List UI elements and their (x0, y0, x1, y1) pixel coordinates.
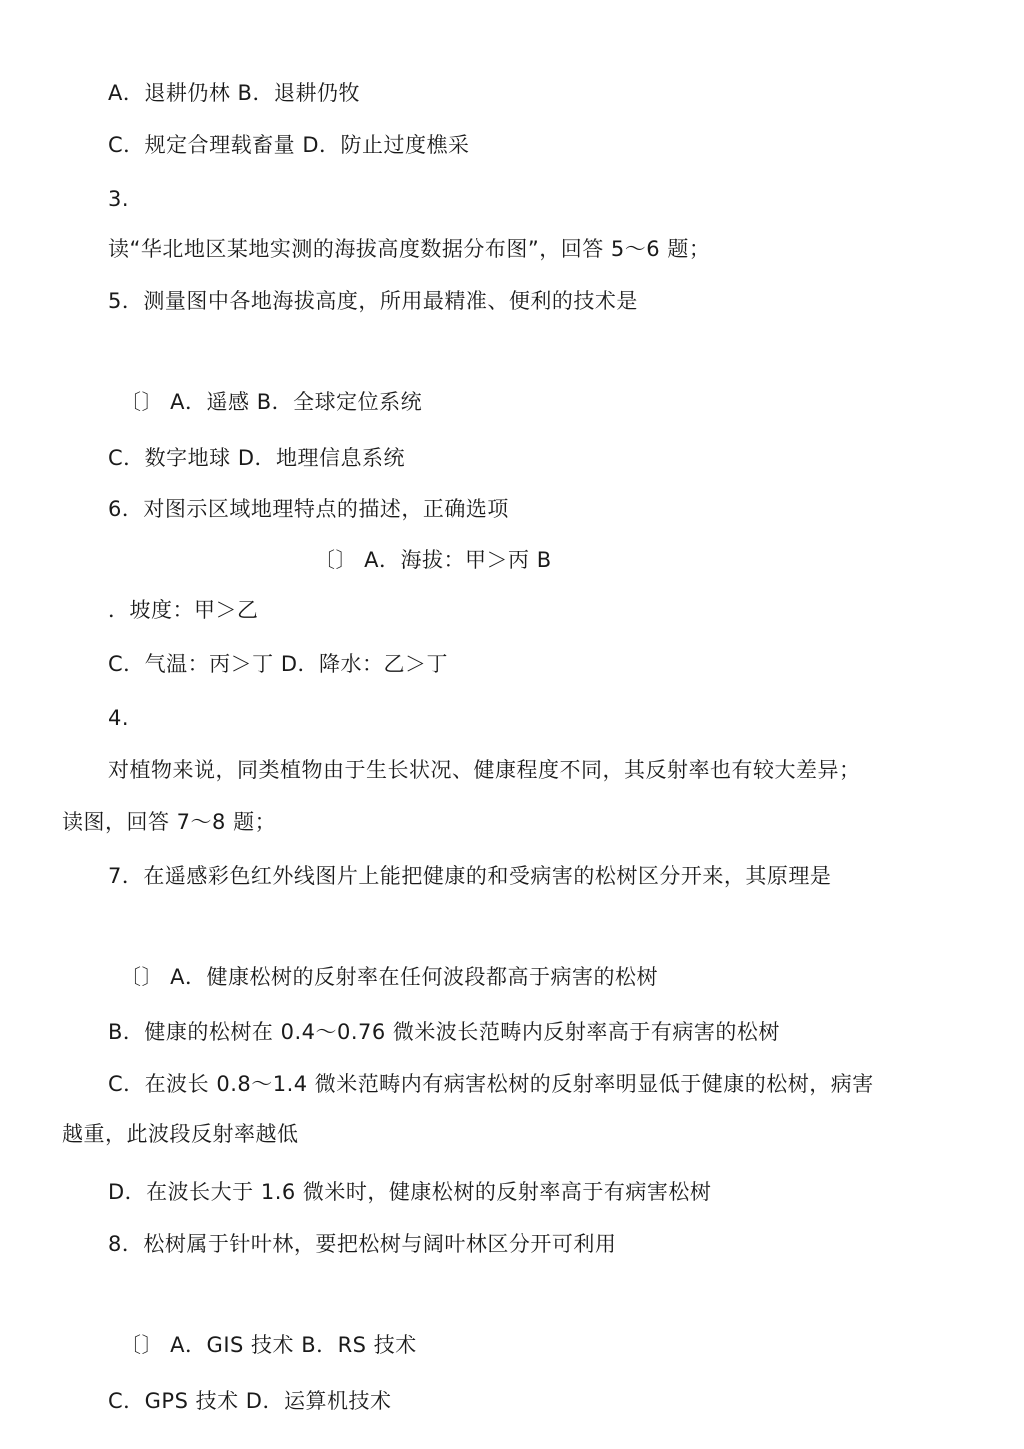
question-6: 6．对图示区域地理特点的描述，正确选项 (108, 497, 509, 521)
question-8-options-a-b: 〔〕 A．GIS 技术 B．RS 技术 (120, 1333, 417, 1357)
question-7: 7．在遥感彩色红外线图片上能把健康的和受病害的松树区分开来，其原理是 (108, 864, 832, 888)
question-5-options-c-d: C．数字地球 D．地理信息系统 (108, 446, 406, 470)
text-line-read-figure-2: 读图，回答 7～8 题； (62, 810, 277, 834)
question-6-options-a-b: 〔〕 A．海拔：甲＞丙 B (314, 548, 552, 572)
text-line-plants-intro: 对植物来说，同类植物由于生长状况、健康程度不同，其反射率也有较大差异； (108, 758, 861, 782)
text-line-options-c-d: C．规定合理载畜量 D．防止过度樵采 (108, 133, 470, 157)
question-7-option-d: D．在波长大于 1.6 微米时，健康松树的反射率高于有病害松树 (108, 1180, 712, 1204)
question-7-option-c: C．在波长 0.8～1.4 微米范畴内有病害松树的反射率明显低于健康的松树，病害 (108, 1072, 874, 1096)
section-number-4: 4. (108, 706, 130, 730)
question-8-options-c-d: C．GPS 技术 D．运算机技术 (108, 1389, 392, 1413)
question-5-options-a-b: 〔〕 A．遥感 B．全球定位系统 (120, 390, 423, 414)
text-line-read-figure: 读“华北地区某地实测的海拔高度数据分布图”，回答 5～6 题； (108, 237, 711, 261)
question-7-option-c-continued: 越重，此波段反射率越低 (62, 1122, 299, 1146)
question-7-option-a: 〔〕 A．健康松树的反射率在任何波段都高于病害的松树 (120, 965, 659, 989)
question-6-options-c-d: C．气温：丙＞丁 D．降水：乙＞丁 (108, 652, 449, 676)
text-line-options-a-b: A．退耕仍林 B．退耕仍牧 (108, 81, 360, 105)
question-8: 8．松树属于针叶林，要把松树与阔叶林区分开可利用 (108, 1232, 617, 1256)
question-6-option-b-text: ．坡度：甲＞乙 (108, 598, 259, 622)
question-5: 5．测量图中各地海拔高度，所用最精准、便利的技术是 (108, 289, 638, 313)
question-7-option-b: B．健康的松树在 0.4～0.76 微米波长范畴内反射率高于有病害的松树 (108, 1020, 780, 1044)
section-number-3: 3. (108, 187, 130, 211)
